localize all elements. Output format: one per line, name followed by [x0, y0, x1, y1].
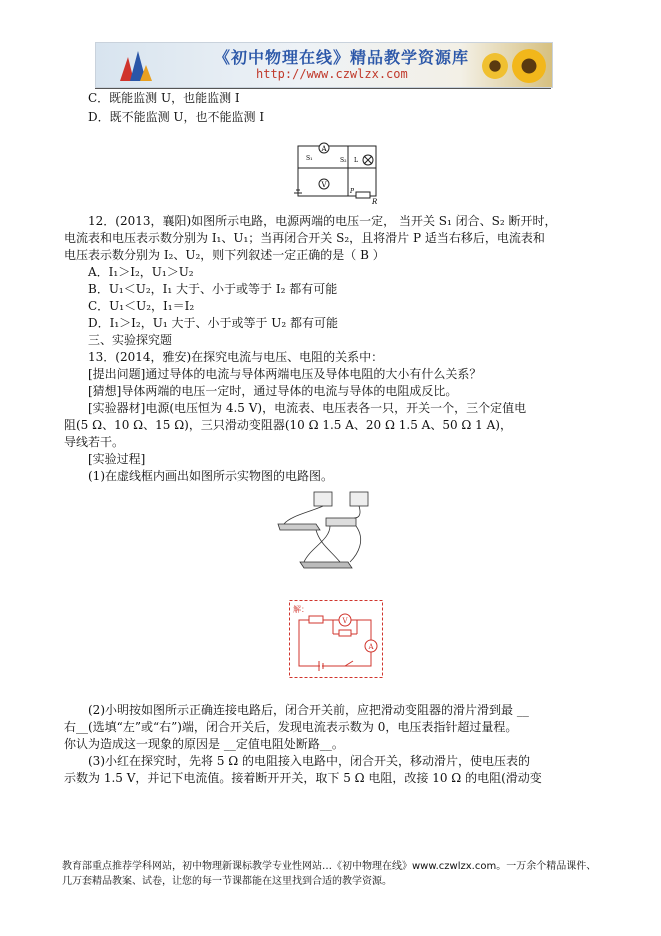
q13-equipment-1: [实验器材]电源(电压恒为 4.5 V)，电流表、电压表各一只，开关一个，三个定值电	[88, 401, 527, 415]
footer-line2: 几万套精品教案、试卷，让您的每一节课都能在这里找到合适的教学资源。	[62, 876, 392, 887]
q13-process: [实验过程]	[88, 452, 146, 466]
q12-option-a: A．I₁＞I₂，U₁＞U₂	[88, 265, 194, 279]
footer-line1: 教育部重点推荐学科网站，初中物理新课标教学专业性网站…《初中物理在线》www.czwlzx.com。一万余个精品课件、	[62, 861, 597, 872]
q13-step3-line2: 示数为 1.5 V，并记下电流值。接着断开开关，取下 5 Ω 电阻，改接 10 Ω 的电阻(滑动变	[64, 771, 542, 785]
rheostat-symbol	[309, 616, 323, 623]
q12-line1: 12．(2013，襄阳)如图所示电路，电源两端的电压一定， 当开关 S₁ 闭合、S₂ 断开时，	[88, 214, 557, 228]
q13-step2-line1: (2)小明按如图所示正确连接电路后，闭合开关前，应把滑动变阻器的滑片滑到最 __	[88, 703, 529, 717]
apparatus-figure	[270, 488, 380, 574]
header-banner	[95, 42, 553, 88]
ammeter-label: A	[321, 145, 327, 153]
q13-step3-line1: (3)小红在探究时，先将 5 Ω 的电阻接入电路中，闭合开关，移动滑片，使电压表的	[88, 754, 531, 768]
q13-step1: (1)在虚线框内画出如图所示实物图的电路图。	[88, 469, 333, 483]
answer-circuit-diagram	[289, 600, 383, 678]
q12-option-b: B．U₁＜U₂，I₁ 大于、小于或等于 I₂ 都有可能	[88, 282, 338, 296]
lamp-label: L	[354, 157, 358, 164]
ammeter-label: A	[368, 643, 374, 651]
site-title: 《初中物理在线》精品教学资源库	[214, 48, 470, 67]
header-divider	[95, 88, 551, 89]
q12-line3: 电压表示数分别为 I₂、U₂，则下列叙述一定正确的是（ B ）	[64, 248, 385, 262]
q13-problem: [提出问题]通过导体的电流与导体两端电压及导体电阻的大小有什么关系？	[88, 367, 482, 381]
circuit-diagram-q11	[288, 140, 384, 206]
site-logo-icon	[114, 47, 154, 83]
section-heading: 三、实验探究题	[88, 333, 173, 347]
q13-step2-line3: 你认为造成这一现象的原因是 __定值电阻处断路__。	[64, 737, 344, 751]
resistor-symbol	[339, 630, 351, 636]
sunflower-icon	[482, 53, 508, 79]
q13-guess: [猜想]导体两端的电压一定时，通过导体的电流与导体的电阻成反比。	[88, 384, 458, 398]
q13-equipment-2: 阻(5 Ω、10 Ω、15 Ω)，三只滑动变阻器(10 Ω 1.5 A、20 Ω 1.5 A、50 Ω 1 A)，	[64, 418, 512, 432]
rheostat-symbol	[356, 192, 370, 198]
q13-equipment-3: 导线若干。	[64, 435, 125, 449]
option-c-prev: C．既能监测 U，也能监测 I	[88, 91, 240, 105]
site-url[interactable]: http://www.czwlzx.com	[256, 67, 408, 81]
q13-step2-line2: 右__(选填“左”或“右”)端，闭合开关后，发现电流表示数为 0，电压表指针超过量程。	[64, 720, 518, 734]
q12-line2: 电流表和电压表示数分别为 I₁、U₁；当再闭合开关 S₂，且将滑片 P 适当右移后，电流表和	[64, 231, 545, 245]
answer-label: 解：	[293, 605, 309, 614]
switch-s1-label: S₁	[306, 155, 313, 162]
rheostat-label: R	[372, 198, 378, 206]
switch-s2-label: S₂	[340, 157, 347, 164]
slider-label: P	[350, 188, 355, 195]
option-d-prev: D．既不能监测 U，也不能监测 I	[88, 110, 265, 124]
voltmeter-label: V	[342, 617, 348, 625]
sunflower-icon	[512, 49, 546, 83]
q13-title: 13．(2014，雅安)在探究电流与电压、电阻的关系中：	[88, 350, 384, 364]
q12-option-d: D．I₁＞I₂，U₁ 大于、小于或等于 U₂ 都有可能	[88, 316, 339, 330]
q12-option-c: C．U₁＜U₂，I₁＝I₂	[88, 299, 195, 313]
voltmeter-label: V	[321, 181, 327, 189]
